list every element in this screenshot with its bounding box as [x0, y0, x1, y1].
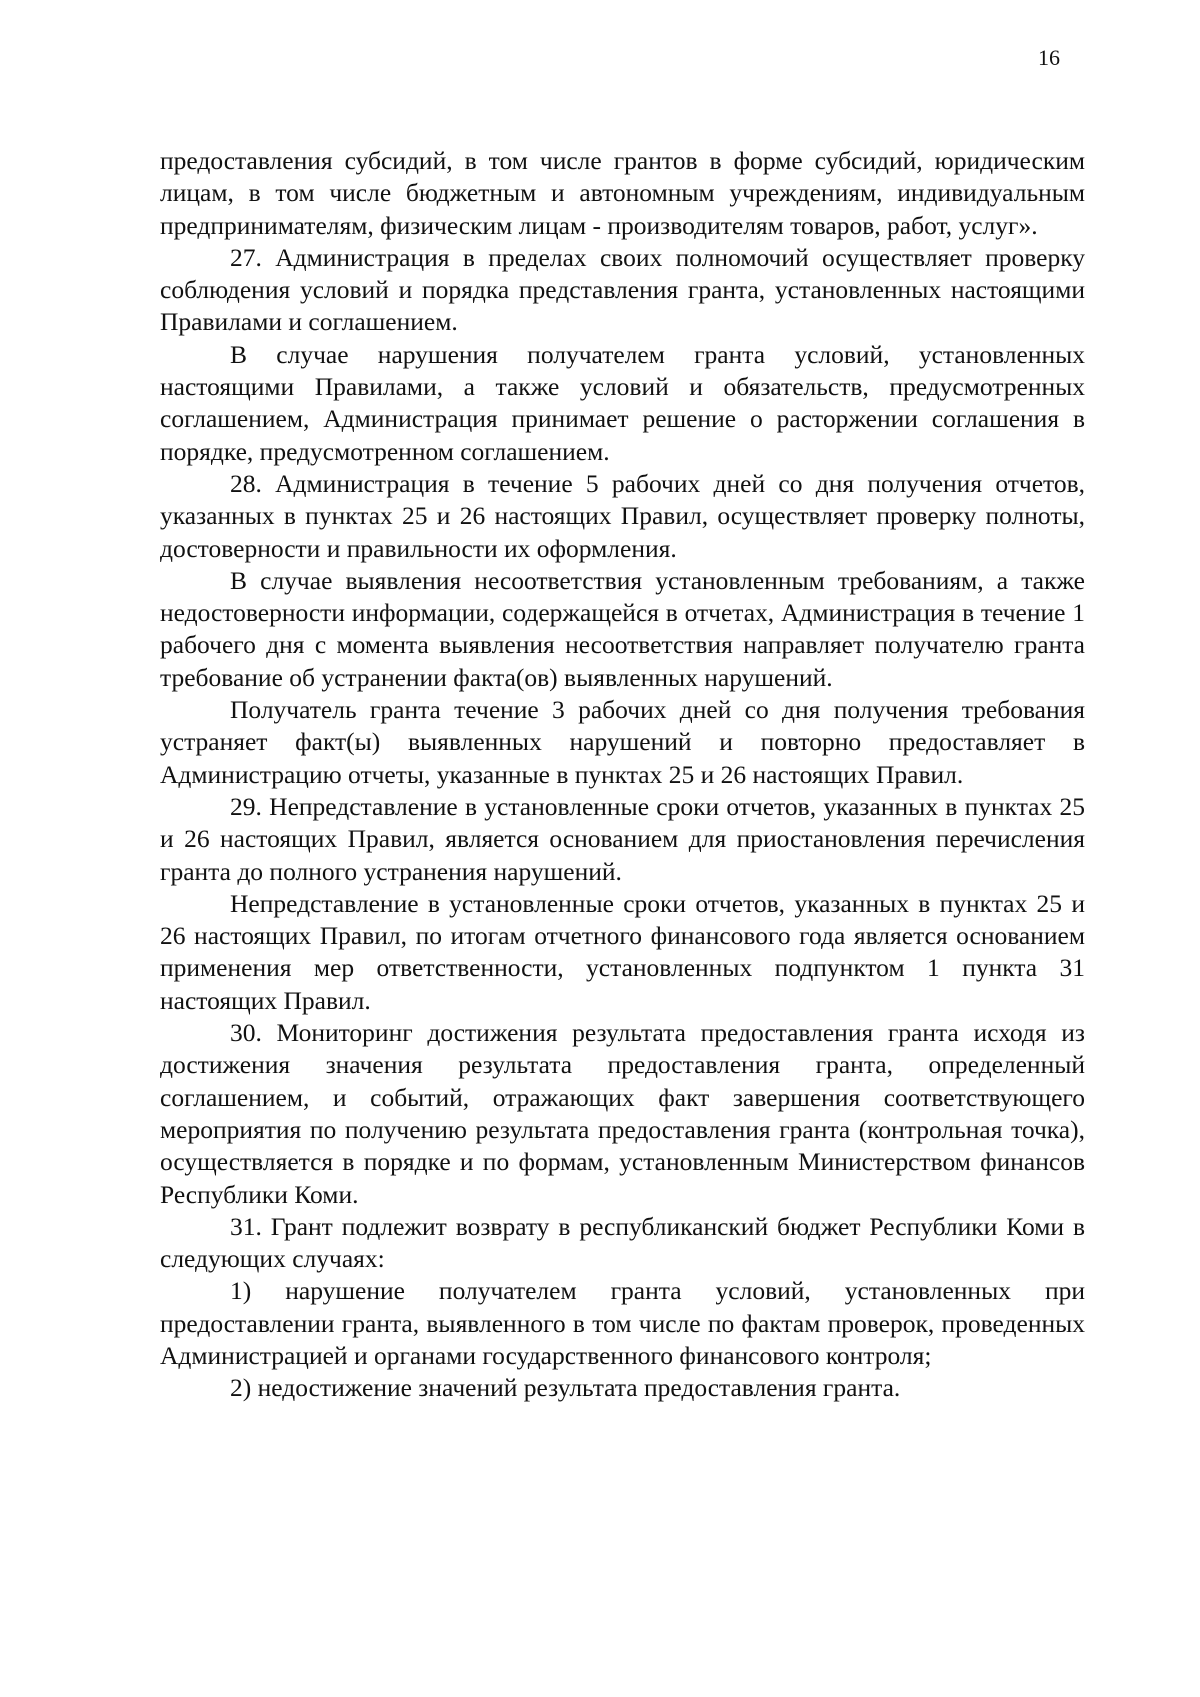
page-number: 16	[1038, 45, 1060, 70]
paragraph-30: 30. Мониторинг достижения результата предоставления гранта исходя из достижения значения результата предоставления гранта, определенный соглашением, и событий, отражающих факт завершения соответствующего мероприятия по получению результата предоставления гранта (контрольная точка), осуществляется в порядке и по формам, установленным Министерством финансов Республики Коми.	[160, 1018, 1085, 1209]
paragraph-28-correction: Получатель гранта течение 3 рабочих дней со дня получения требования устраняет факт(ы) выявленных нарушений и повторно предоставляет в Администрацию отчеты, указанные в пунктах 25 и 26 настоящих Правил.	[160, 695, 1085, 789]
paragraph-29-annual: Непредставление в установленные сроки отчетов, указанных в пунктах 25 и 26 настоящих Правил, по итогам отчетного финансового года является основанием применения мер ответственности, установленных подпунктом 1 пункта 31 настоящих Правил.	[160, 888, 1085, 1015]
paragraph-continuation: предоставления субсидий, в том числе грантов в форме субсидий, юридическим лицам, в том числе бюджетным и автономным учреждениям, индивидуальным предпринимателям, физическим лицам - производителям товаров, работ, услуг».	[160, 146, 1085, 240]
paragraph-28-inconsistency: В случае выявления несоответствия установленным требованиям, а также недостоверности информации, содержащейся в отчетах, Администрация в течение 1 рабочего дня с момента выявления несоответствия направляет получателю гранта требование об устранении факта(ов) выявленных нарушений.	[160, 565, 1085, 692]
paragraph-27: 27. Администрация в пределах своих полномочий осуществляет проверку соблюдения условий и порядка представления гранта, установленных настоящими Правилами и соглашением.	[160, 242, 1085, 337]
paragraph-27-violation: В случае нарушения получателем гранта условий, установленных настоящими Правилами, а также условий и обязательств, предусмотренных соглашением, Администрация принимает решение о расторжении соглашения в порядке, предусмотренном соглашением.	[160, 339, 1085, 466]
paragraph-31-item-2: 2) недостижение значений результата предоставления гранта.	[230, 1373, 901, 1403]
document-body	[160, 145, 1085, 1405]
paragraph-31-item-1: 1) нарушение получателем гранта условий, установленных при предоставлении гранта, выявленного в том числе по фактам проверок, проведенных Администрацией и органами государственного финансового контроля;	[160, 1276, 1085, 1370]
paragraph-31: 31. Грант подлежит возврату в республиканский бюджет Республики Коми в следующих случаях:	[160, 1211, 1085, 1274]
paragraph-29: 29. Непредставление в установленные сроки отчетов, указанных в пунктах 25 и 26 настоящих Правил, является основанием для приостановления перечисления гранта до полного устранения нарушений.	[160, 791, 1085, 886]
paragraph-28: 28. Администрация в течение 5 рабочих дней со дня получения отчетов, указанных в пунктах 25 и 26 настоящих Правил, осуществляет проверку полноты, достоверности и правильности их оформления.	[160, 468, 1085, 563]
